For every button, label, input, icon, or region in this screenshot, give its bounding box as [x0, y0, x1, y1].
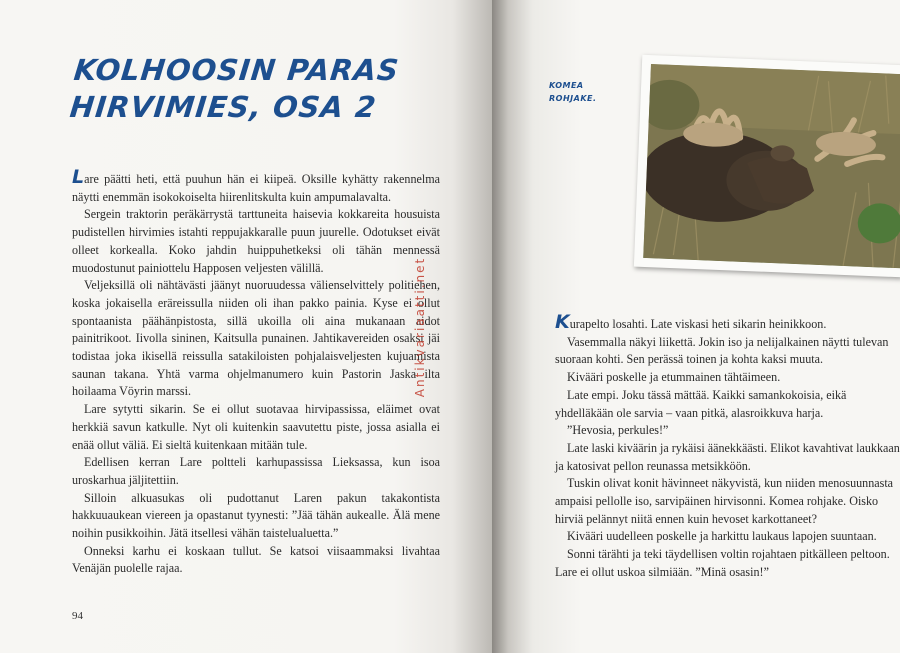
right-body-text	[555, 311, 900, 582]
photo-caption: KOMEA ROHJAKE.	[549, 81, 597, 103]
page-number: 94	[72, 610, 83, 622]
paragraph: Kurapelto losahti. Late viskasi heti sikarin heinikkoon.	[555, 311, 827, 333]
paragraph: Tuskin olivat konit hävinneet näkyvistä, kun niiden menosuunnasta ampaisi pellolle iso, sarvipäinen hirvisonni. Komea rohjake. Oisko hirviä pelännyt niitä ennen kuin hevoset karkottaneet?	[555, 476, 894, 526]
paragraph: Sonni tärähti ja teki täydellisen voltin rojahtaen pitkälleen peltoon. Lare ei ollut uskoa silmiään. ”Minä osasin!”	[555, 547, 890, 579]
paragraph: Silloin alkuasukas oli pudottanut Laren pakun takakontista hakkuuaukean viereen ja opastanut tyynesti: ”Jää tähän aukealle. Älä mene noihin pusikkoihin. Jätä itsellesi vähän taistelualuetta.”	[72, 490, 440, 541]
left-body-text	[72, 166, 440, 578]
paragraph: Lare sytytti sikarin. Se ei ollut suotavaa hirvipassissa, eläimet ovat herkkiä savun katkulle. Nyt oli kuitenkin saavutettu piste, jossa asialla ei enää ollut väliä. Ei sieltä kuitenkaan mitään tule.	[72, 402, 440, 452]
paragraph: Kivääri uudelleen poskelle ja harkittu laukaus lapojen suuntaan.	[567, 529, 877, 544]
paragraph: Lare päätti heti, että puuhun hän ei kiipeä. Oksille kyhätty rakennelma näytti enemmän isokokoiselta hiirenlitskulta kuin ampumalavalta.	[72, 166, 440, 204]
paragraph: Vasemmalla näkyi liikettä. Jokin iso ja nelijalkainen näytti tulevan suoraan kohti. Sen perässä toinen ja kohta kaksi muuta.	[555, 334, 889, 367]
paragraph: Sergein traktorin peräkärrystä tarttuneita haisevia kokkareita housuista pudistellen hirvimies istahti reppujakkaralle puun juurelle. Odotukset eivät olleet korkealla. Koko jahdin huippuhetkeksi oli tähän mennessä muodostunut painiottelu Happosen veljesten välillä.	[72, 207, 440, 275]
chapter-title: KOLHOOSIN PARAS HIRVIMIES, OSA 2	[68, 53, 401, 124]
watermark: Antikvariaatti.net	[413, 256, 427, 398]
paragraph: Kivääri poskelle ja etummainen tähtäimeen.	[567, 370, 781, 385]
drop-cap: K	[555, 311, 570, 333]
moose-photo	[643, 64, 900, 268]
paragraph: ”Hevosia, perkules!”	[567, 423, 669, 438]
paragraph: Edellisen kerran Lare poltteli karhupassissa Lieksassa, kun isoa uroskarhua jäljitettiin.	[72, 455, 440, 487]
paragraph: Veljeksillä oli nähtävästi jäänyt nuoruudessa välienselvittely politiehen, koska jokaisella eräreissulla niiden oli ihan pakko painia. Kyse ei ollut spontaanista päähänpistosta, sillä ukoilla oli aina mukanaan aidot painitrikoot. Iivolla sininen, Kaitsulla punainen. Jahtikavereiden osaksi jäi todistaa joka ikisellä reissulla satakiloisten pohjalaisveljesten kujuamista saunan takana. Yhtä varma ohjelmanumero kuin Pastorin Jaska ilta hoilaama Vöyrin marssi.	[72, 278, 440, 399]
paragraph: Late laski kiväärin ja rykäisi äänekkäästi. Elikot kavahtivat laukkaan ja katosivat pellon reunassa metsikköön.	[555, 440, 900, 473]
moose-illustration	[643, 64, 900, 268]
paragraph: Onneksi karhu ei koskaan tullut. Se katsoi viisaammaksi livahtaa Venäjän puolelle rajaa.	[72, 543, 440, 576]
paragraph: Late empi. Joku tässä mättää. Kaikki samankokoisia, eikä yhdelläkään ole sarvia – vaan pitkä, alasroikkuva harja.	[555, 387, 847, 420]
drop-cap: L	[72, 166, 85, 188]
photo-frame	[634, 55, 900, 278]
